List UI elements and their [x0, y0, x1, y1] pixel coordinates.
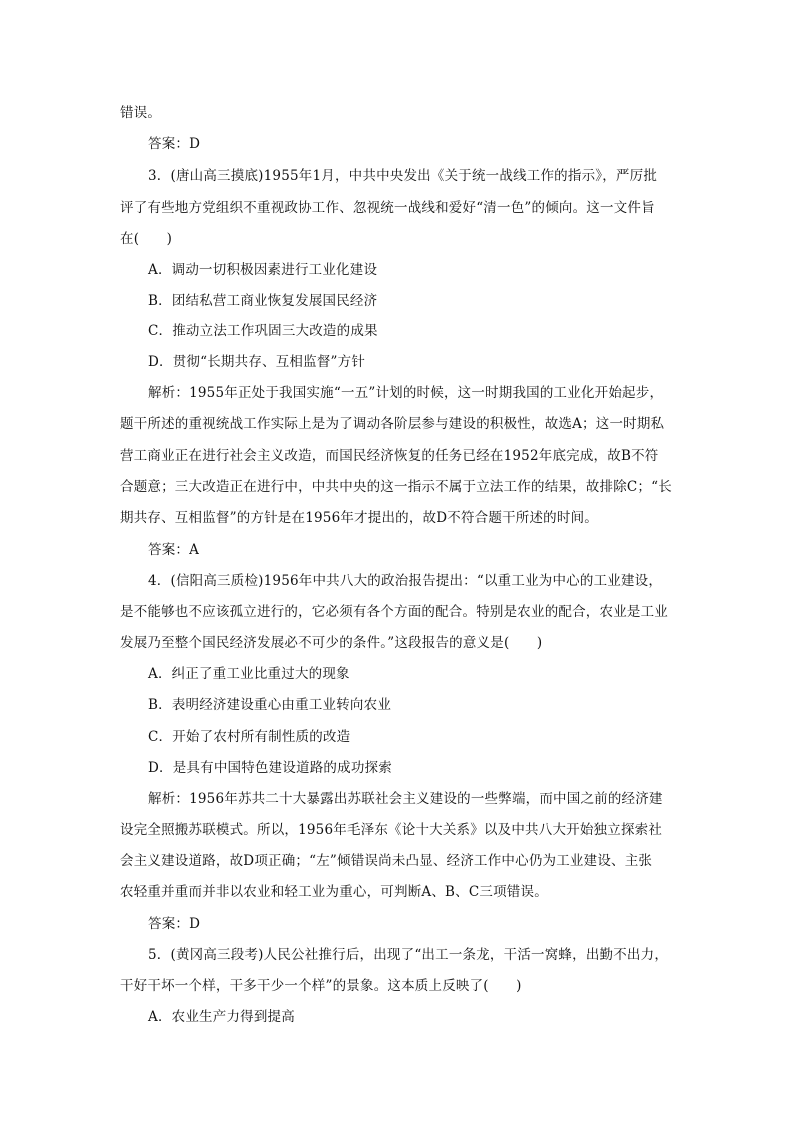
- option-c: C．推动立法工作巩固三大改造的成果: [148, 323, 378, 339]
- answer-line: 答案：D: [148, 136, 201, 152]
- explanation-line: 期共存、互相监督”的方针是在1956年才提出的，故D不符合题干所述的时间。: [120, 510, 598, 526]
- explanation-line: 农轻重并重而并非以农业和轻工业为重心，可判断A、B、C三项错误。: [120, 884, 548, 900]
- option-b: B．表明经济建设重心由重工业转向农业: [148, 697, 392, 713]
- option-a: A．农业生产力得到提高: [148, 1009, 295, 1025]
- question-3-stem: 3．(唐山高三摸底)1955年1月，中共中央发出《关于统一战线工作的指示》，严厉批: [148, 168, 658, 184]
- question-4-stem: 是不能够也不应该孤立进行的，它必须有各个方面的配合。特别是农业的配合，农业是工业: [120, 604, 668, 620]
- option-a: A．纠正了重工业比重过大的现象: [148, 666, 350, 682]
- option-d: D．贯彻“长期共存、互相监督”方针: [148, 354, 366, 370]
- explanation-line: 营工商业正在进行社会主义改造，而国民经济恢复的任务已经在1952年底完成，故B不符: [120, 448, 659, 464]
- explanation-line: 合题意；三大改造正在进行中，中共中央的这一指示不属于立法工作的结果，故排除C；“长: [120, 479, 672, 495]
- question-3-stem: 在( ): [120, 231, 173, 247]
- explanation-line: 设完全照搬苏联模式。所以，1956年毛泽东《论十大关系》以及中共八大开始独立探索社: [120, 822, 663, 838]
- answer-line: 答案：D: [148, 916, 201, 932]
- question-5-stem: 干好干坏一个样，干多干少一个样”的景象。这本质上反映了( ): [120, 978, 522, 994]
- explanation-line: 解析：1955年正处于我国实施“一五”计划的时候，这一时期我国的工业化开始起步，: [148, 385, 664, 401]
- option-a: A．调动一切积极因素进行工业化建设: [148, 262, 378, 278]
- explanation-line: 会主义建设道路，故D项正确；“左”倾错误尚未凸显、经济工作中心仍为工业建设、主张: [120, 853, 653, 869]
- question-4-stem: 发展乃至整个国民经济发展必不可少的条件。”这段报告的意义是( ): [120, 635, 543, 651]
- question-5-stem: 5．(黄冈高三段考)人民公社推行后，出现了“出工一条龙，干活一窝蜂，出勤不出力，: [148, 947, 669, 963]
- answer-line: 答案：A: [148, 542, 200, 558]
- text-line: 错误。: [120, 105, 162, 121]
- explanation-line: 题干所述的重视统战工作实际上是为了调动各阶层参与建设的积极性，故选A；这一时期私: [120, 416, 665, 432]
- option-b: B．团结私营工商业恢复发展国民经济: [148, 293, 378, 309]
- question-4-stem: 4．(信阳高三质检)1956年中共八大的政治报告提出：“以重工业为中心的工业建设，: [148, 573, 663, 589]
- option-d: D．是具有中国特色建设道路的成功探索: [148, 760, 392, 776]
- question-3-stem: 评了有些地方党组织不重视政协工作、忽视统一战线和爱好“清一色”的倾向。这一文件旨: [120, 200, 655, 216]
- option-c: C．开始了农村所有制性质的改造: [148, 729, 351, 745]
- explanation-line: 解析：1956年苏共二十大暴露出苏联社会主义建设的一些弊端，而中国之前的经济建: [148, 791, 663, 807]
